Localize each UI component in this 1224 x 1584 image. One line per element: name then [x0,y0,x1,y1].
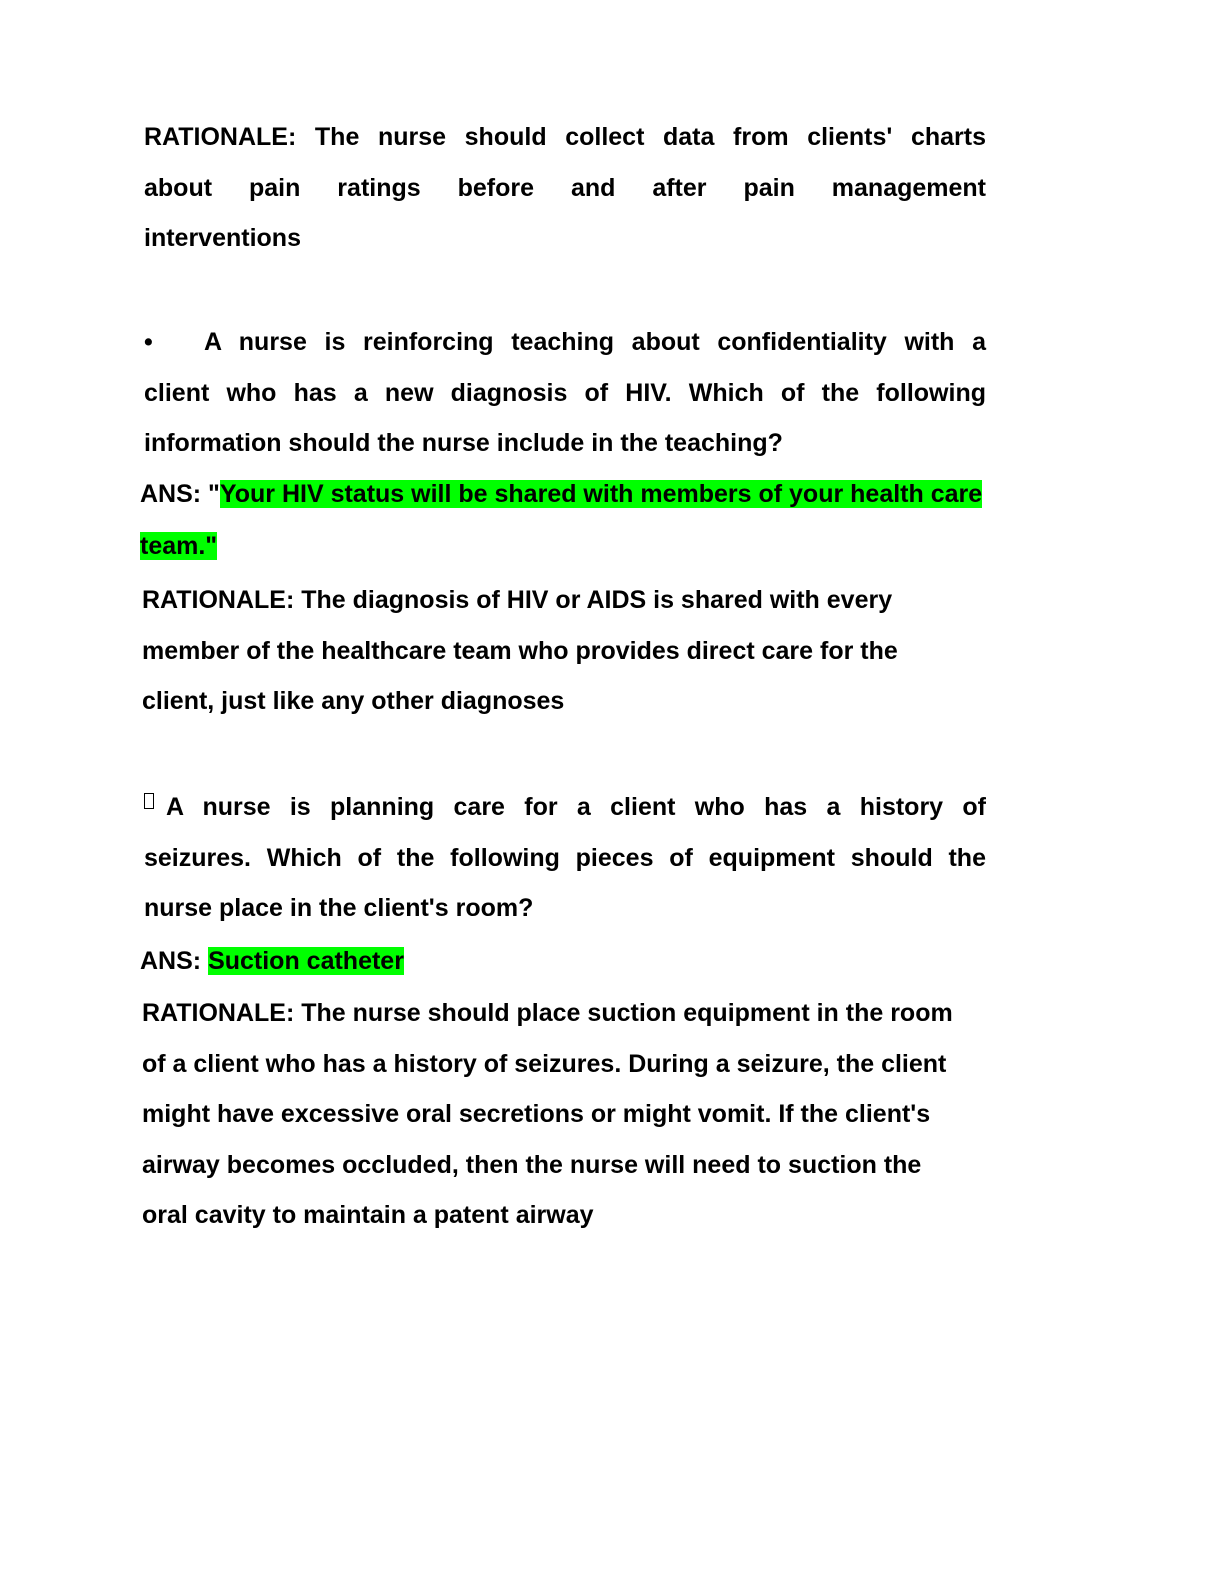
highlighted-answer: Your HIV status will be shared with members of your health care [219,480,983,508]
rationale-line: RATIONALE: The diagnosis of HIV or AIDS is shared with every [142,586,893,614]
question-seizures [144,782,986,934]
bullet-icon: • [144,328,153,356]
rationale-line: RATIONALE: The nurse should place suction equipment in the room [142,999,953,1027]
rationale-seizures [142,988,1062,1241]
question-line: A nurse is planning care for a client who has a history of [144,782,986,833]
question-line: seizures. Which of the following pieces of equipment should the [144,843,986,872]
rationale-line: might have excessive oral secretions or might vomit. If the client's [142,1100,931,1128]
rationale-line: interventions [144,224,301,252]
question-line: client who has a new diagnosis of HIV. Which of the following [144,378,986,407]
question-line: nurse place in the client's room? [144,894,534,922]
answer-hiv [140,468,1080,572]
rationale-line: about pain ratings before and after pain management [144,173,986,202]
highlighted-answer: Suction catheter [208,947,404,975]
rationale-line: member of the healthcare team who provides direct care for the [142,636,898,665]
rationale-pain-ratings [144,112,986,264]
rationale-line: RATIONALE: The nurse should collect data from clients' charts [144,123,986,151]
question-line: information should the nurse include in the teaching? [144,429,783,457]
question-hiv-confidentiality [144,317,986,469]
answer-line [140,468,1080,520]
answer-line [140,935,740,987]
answer-label: ANS: [140,947,209,975]
rationale-line: airway becomes occluded, then the nurse will need to suction the [142,1150,922,1179]
rationale-line: client, just like any other diagnoses [142,687,565,715]
answer-seizures [140,935,740,987]
answer-label: ANS: " [140,480,220,508]
rationale-hiv [142,575,1042,727]
answer-line [140,520,1080,572]
rationale-line: of a client who has a history of seizures. During a seizure, the client [142,1049,947,1078]
question-line: • A nurse is reinforcing teaching about confidentiality with a [144,317,986,368]
rationale-line: oral cavity to maintain a patent airway [142,1201,594,1229]
checkbox-glyph-icon [144,793,154,809]
highlighted-answer: team." [140,532,218,560]
